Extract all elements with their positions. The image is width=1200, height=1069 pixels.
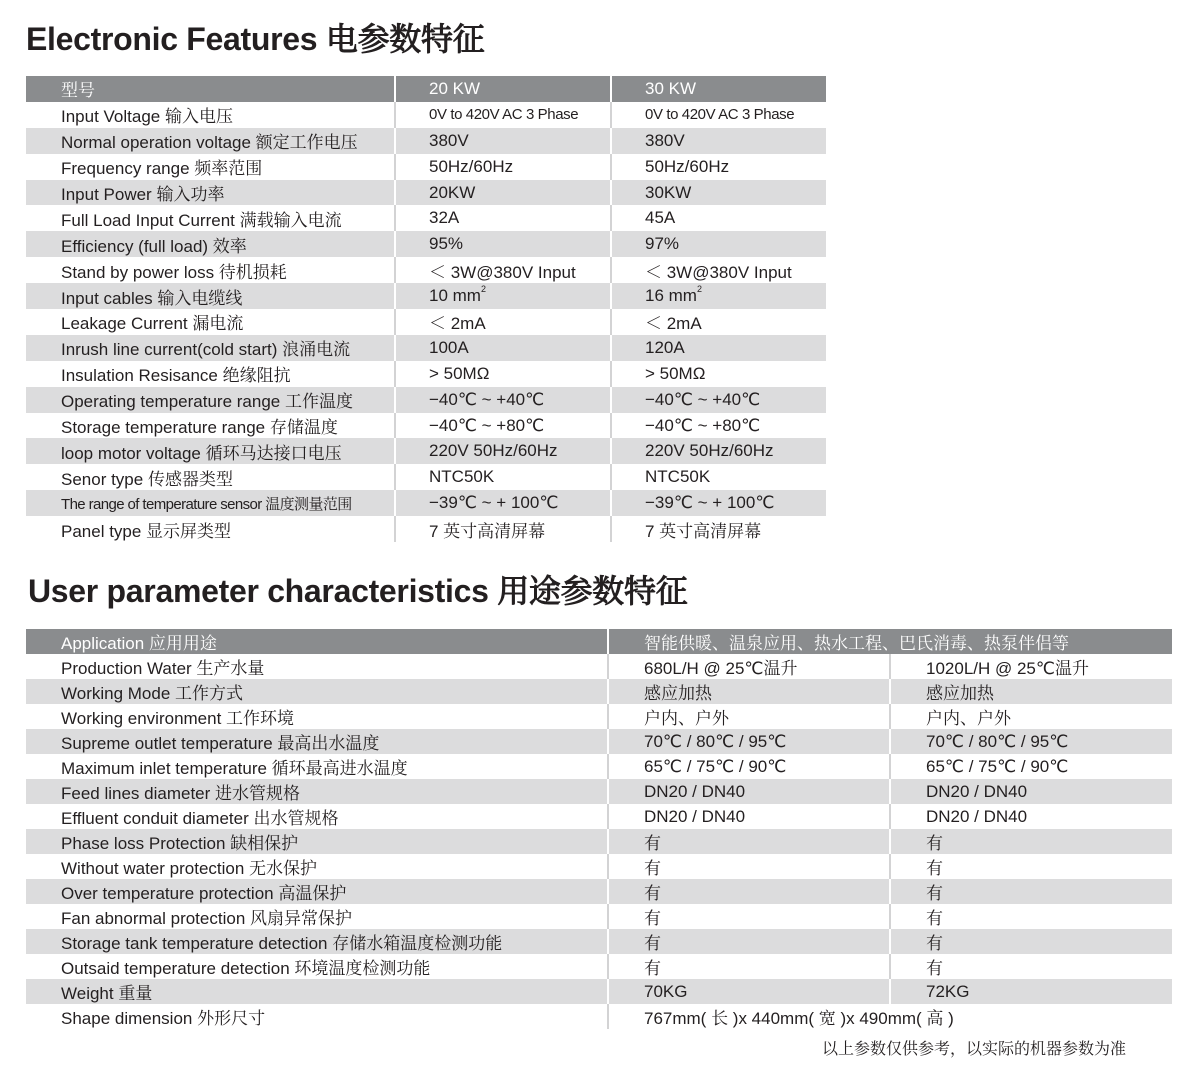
parameter-value-text: 100A — [429, 337, 469, 357]
table-row — [26, 516, 826, 542]
table-row — [26, 490, 826, 516]
parameter-value — [608, 854, 890, 879]
parameter-label-text: Input Voltage 输入电压 — [61, 107, 233, 127]
parameter-label — [26, 464, 395, 490]
parameter-label — [26, 516, 395, 542]
parameter-label-text: Working environment 工作环境 — [61, 709, 295, 728]
table-row — [26, 979, 1172, 1004]
parameter-label-text: Supreme outlet temperature 最高出水温度 — [61, 734, 380, 753]
parameter-value-text: 有 — [926, 884, 943, 903]
parameter-value — [608, 754, 890, 779]
parameter-label — [26, 283, 395, 309]
table-row — [26, 879, 1172, 904]
parameter-label-text: Input cables 输入电缆线 — [61, 288, 243, 308]
parameter-value — [608, 879, 890, 904]
parameter-value — [395, 361, 611, 387]
parameter-label — [26, 954, 608, 979]
parameter-label — [26, 309, 395, 335]
parameter-value — [395, 335, 611, 361]
parameter-value-text: 767mm( 长 )x 440mm( 宽 )x 490mm( 高 ) — [644, 1009, 954, 1028]
parameter-value-text: ＜ 2mA — [429, 314, 486, 334]
parameter-label-text: Weight 重量 — [61, 984, 153, 1003]
parameter-label — [26, 679, 608, 704]
parameter-value — [395, 464, 611, 490]
table-row — [26, 954, 1172, 979]
user-parameters-table — [26, 629, 1172, 1029]
table-row — [26, 854, 1172, 879]
parameter-label-text: Inrush line current(cold start) 浪涌电流 — [61, 340, 351, 360]
parameter-value-text: 220V 50Hz/60Hz — [429, 441, 558, 461]
parameter-label — [26, 413, 395, 439]
parameter-value — [608, 929, 890, 954]
parameter-value-text: 有 — [644, 909, 661, 928]
parameter-value — [611, 205, 826, 231]
parameter-value-text: 有 — [644, 884, 661, 903]
parameter-value — [611, 180, 826, 206]
parameter-value-text: 65℃ / 75℃ / 90℃ — [644, 756, 787, 776]
parameter-label-text: Outsaid temperature detection 环境温度检测功能 — [61, 959, 431, 978]
parameter-value — [395, 387, 611, 413]
parameter-value-text: 有 — [926, 834, 943, 853]
parameter-value — [608, 779, 890, 804]
parameter-label-text: Operating temperature range 工作温度 — [61, 392, 353, 412]
parameter-value — [611, 516, 826, 542]
table-header-row — [26, 76, 826, 102]
parameter-label — [26, 387, 395, 413]
table-row — [26, 387, 826, 413]
parameter-value — [395, 413, 611, 439]
parameter-label — [26, 154, 395, 180]
parameter-label — [26, 654, 608, 679]
table-row — [26, 679, 1172, 704]
parameter-label — [26, 1004, 608, 1029]
parameter-label-text: Fan abnormal protection 风扇异常保护 — [61, 909, 352, 928]
parameter-value-text: 120A — [645, 337, 685, 357]
parameter-value — [395, 102, 611, 128]
parameter-label-text: Production Water 生产水量 — [61, 659, 265, 678]
parameter-label — [26, 729, 608, 754]
parameter-value-text: DN20 / DN40 — [926, 806, 1028, 826]
parameter-label-text: Normal operation voltage 额定工作电压 — [61, 133, 358, 153]
parameter-label — [26, 361, 395, 387]
parameter-value-text: 97% — [645, 234, 680, 254]
header-cell-text: 30 KW — [645, 78, 697, 98]
parameter-value — [611, 102, 826, 128]
parameter-label-text: Stand by power loss 待机损耗 — [61, 262, 287, 282]
parameter-value — [890, 679, 1172, 704]
parameter-label — [26, 128, 395, 154]
parameter-value-text: −40℃ ~ +40℃ — [645, 389, 761, 409]
header-cell-text: 型号 — [61, 81, 95, 101]
parameter-label — [26, 854, 608, 879]
parameter-value-text: −39℃ ~ + 100℃ — [429, 493, 559, 513]
table-row — [26, 180, 826, 206]
parameter-value-text: −40℃ ~ +80℃ — [429, 415, 545, 435]
parameter-value-text: 有 — [926, 934, 943, 953]
table-row — [26, 102, 826, 128]
parameter-label — [26, 180, 395, 206]
parameter-value — [395, 231, 611, 257]
table-row — [26, 335, 826, 361]
parameter-value — [395, 257, 611, 283]
parameter-value — [608, 954, 890, 979]
table-row — [26, 904, 1172, 929]
parameter-value — [890, 729, 1172, 754]
parameter-label — [26, 205, 395, 231]
parameter-label-text: Senor type 传感器类型 — [61, 469, 233, 489]
table-row — [26, 413, 826, 439]
parameter-label — [26, 335, 395, 361]
parameter-value-text: NTC50K — [429, 467, 495, 487]
parameter-value — [611, 309, 826, 335]
parameter-label — [26, 438, 395, 464]
parameter-value — [611, 335, 826, 361]
parameter-value — [611, 283, 826, 309]
table-row — [26, 1004, 1172, 1029]
parameter-value-text: 户内、户外 — [926, 709, 1011, 728]
parameter-value-text: 有 — [926, 959, 943, 978]
parameter-value — [395, 309, 611, 335]
table-row — [26, 257, 826, 283]
parameter-value — [395, 283, 611, 309]
parameter-value-text: 30KW — [645, 182, 692, 202]
parameter-value — [395, 180, 611, 206]
table-row — [26, 654, 1172, 679]
parameter-value — [608, 729, 890, 754]
parameter-value — [611, 128, 826, 154]
parameter-value-text: 7 英寸高清屏幕 — [645, 521, 762, 541]
header-cell-text: 20 KW — [429, 78, 481, 98]
parameter-value-text: 7 英寸高清屏幕 — [429, 521, 546, 541]
parameter-label-text: Storage tank temperature detection 存储水箱温度检测功能 — [61, 934, 503, 953]
parameter-value-text: −40℃ ~ +40℃ — [429, 389, 545, 409]
parameter-label-text: Working Mode 工作方式 — [61, 684, 244, 703]
parameter-value — [890, 704, 1172, 729]
parameter-value-text: 70℃ / 80℃ / 95℃ — [644, 731, 787, 751]
parameter-label-text: Shape dimension 外形尺寸 — [61, 1009, 266, 1028]
parameter-label-text: Panel type 显示屏类型 — [61, 521, 232, 541]
parameter-value-text: 65℃ / 75℃ / 90℃ — [926, 756, 1069, 776]
parameter-value-text: 32A — [429, 208, 460, 228]
parameter-value — [890, 754, 1172, 779]
parameter-value-text: 有 — [644, 934, 661, 953]
parameter-value-text: DN20 / DN40 — [926, 781, 1028, 801]
parameter-value-text: 1020L/H @ 25℃温升 — [926, 659, 1089, 678]
table-header-row — [26, 629, 1172, 654]
parameter-label — [26, 979, 608, 1004]
parameter-label-text: Feed lines diameter 进水管规格 — [61, 784, 301, 803]
parameter-label-text: loop motor voltage 循环马达接口电压 — [61, 443, 342, 463]
parameter-value-text: 72KG — [926, 981, 970, 1001]
superscript: 2 — [480, 284, 486, 295]
table-row — [26, 309, 826, 335]
parameter-value-text: 有 — [644, 834, 661, 853]
header-cell — [26, 629, 608, 654]
parameter-value-text: 95% — [429, 234, 464, 254]
parameter-label — [26, 257, 395, 283]
table-row — [26, 779, 1172, 804]
parameter-label — [26, 829, 608, 854]
parameter-value-text: 20KW — [429, 182, 476, 202]
parameter-value — [890, 779, 1172, 804]
parameter-value — [395, 128, 611, 154]
parameter-label-text: Efficiency (full load) 效率 — [61, 236, 247, 256]
parameter-value — [608, 704, 890, 729]
parameter-label-text: Leakage Current 漏电流 — [61, 314, 244, 334]
parameter-value — [608, 654, 890, 679]
header-cell — [26, 76, 395, 102]
parameter-label-text: Maximum inlet temperature 循环最高进水温度 — [61, 759, 408, 778]
parameter-value — [608, 679, 890, 704]
parameter-label-text: Over temperature protection 高温保护 — [61, 884, 347, 903]
table-row — [26, 754, 1172, 779]
parameter-value — [611, 464, 826, 490]
table-row — [26, 829, 1172, 854]
parameter-value-text: 有 — [644, 859, 661, 878]
parameter-value-text: 50Hz/60Hz — [429, 156, 514, 176]
parameter-value — [608, 979, 890, 1004]
parameter-value — [611, 154, 826, 180]
table-row — [26, 438, 826, 464]
parameter-value-text: 10 mm — [429, 286, 481, 306]
parameter-label — [26, 754, 608, 779]
parameter-value-text: ＜ 3W@380V Input — [645, 262, 792, 282]
parameter-value — [611, 438, 826, 464]
parameter-value — [608, 1004, 1172, 1029]
parameter-value — [395, 490, 611, 516]
parameter-value-text: ＜ 2mA — [645, 314, 702, 334]
parameter-value-text: DN20 / DN40 — [644, 781, 746, 801]
parameter-value — [395, 205, 611, 231]
parameter-value — [395, 438, 611, 464]
superscript: 2 — [696, 284, 702, 295]
parameter-value-text: > 50MΩ — [429, 363, 490, 383]
parameter-value — [611, 387, 826, 413]
parameter-value-text: 45A — [645, 208, 676, 228]
parameter-label-text: Insulation Resisance 绝缘阻抗 — [61, 366, 291, 386]
parameter-value — [395, 516, 611, 542]
parameter-value — [890, 654, 1172, 679]
parameter-label — [26, 704, 608, 729]
parameter-value-text: 0V to 420V AC 3 Phase — [429, 106, 579, 124]
parameter-label-text: Without water protection 无水保护 — [61, 859, 318, 878]
parameter-value-text: 0V to 420V AC 3 Phase — [645, 106, 795, 124]
parameter-value-text: 50Hz/60Hz — [645, 156, 730, 176]
parameter-value — [890, 879, 1172, 904]
parameter-label — [26, 804, 608, 829]
parameter-value — [890, 854, 1172, 879]
parameter-value-text: 70KG — [644, 981, 688, 1001]
parameter-value-text: 有 — [926, 859, 943, 878]
parameter-value — [611, 257, 826, 283]
table-row — [26, 154, 826, 180]
parameter-value — [611, 413, 826, 439]
header-cell — [611, 76, 826, 102]
parameter-label — [26, 929, 608, 954]
table-row — [26, 361, 826, 387]
table-row — [26, 283, 826, 309]
parameter-value-text: 680L/H @ 25℃温升 — [644, 659, 798, 678]
parameter-value — [611, 361, 826, 387]
table-row — [26, 729, 1172, 754]
parameter-value-text: 感应加热 — [644, 684, 712, 703]
parameter-value-text: 220V 50Hz/60Hz — [645, 441, 774, 461]
table-row — [26, 464, 826, 490]
parameter-value-text: 有 — [926, 909, 943, 928]
table-row — [26, 704, 1172, 729]
parameter-label-text: Phase loss Protection 缺相保护 — [61, 834, 299, 853]
parameter-value — [608, 804, 890, 829]
table-row — [26, 231, 826, 257]
parameter-label — [26, 779, 608, 804]
parameter-value — [890, 979, 1172, 1004]
parameter-value-text: > 50MΩ — [645, 363, 706, 383]
parameter-value-text: 有 — [644, 959, 661, 978]
table-row — [26, 804, 1172, 829]
section-title-electronic-features: Electronic Features 电参数特征 — [26, 21, 485, 57]
parameter-label-text: Storage temperature range 存储温度 — [61, 418, 338, 438]
parameter-value-text: −40℃ ~ +80℃ — [645, 415, 761, 435]
parameter-label — [26, 904, 608, 929]
disclaimer-note: 以上参数仅供参考，以实际的机器参数为准 — [822, 1041, 1127, 1058]
parameter-value — [608, 904, 890, 929]
section-title-user-parameters: User parameter characteristics 用途参数特征 — [28, 573, 688, 609]
parameter-label-text: Input Power 输入功率 — [61, 185, 225, 204]
parameter-label-text: Effluent conduit diameter 出水管规格 — [61, 809, 339, 828]
table-row — [26, 205, 826, 231]
parameter-value-text: ＜ 3W@380V Input — [429, 262, 576, 282]
parameter-value — [608, 829, 890, 854]
parameter-label — [26, 102, 395, 128]
parameter-value-text: 户内、户外 — [644, 709, 729, 728]
parameter-value-text: 380V — [429, 130, 469, 150]
parameter-value — [890, 829, 1172, 854]
parameter-value-text: DN20 / DN40 — [644, 806, 746, 826]
electronic-features-table — [26, 76, 826, 542]
table-row — [26, 929, 1172, 954]
parameter-label — [26, 231, 395, 257]
parameter-value — [611, 490, 826, 516]
header-cell-text: 智能供暖、温泉应用、热水工程、巴氏消毒、热泵伴侣等 — [644, 634, 1069, 653]
parameter-label-text: The range of temperature sensor 温度测量范围 — [61, 495, 352, 513]
parameter-label — [26, 879, 608, 904]
parameter-label — [26, 490, 395, 516]
parameter-value-text: 380V — [645, 130, 685, 150]
parameter-value-text: −39℃ ~ + 100℃ — [645, 493, 775, 513]
parameter-value — [611, 231, 826, 257]
parameter-value — [890, 954, 1172, 979]
parameter-label-text: Frequency range 频率范围 — [61, 159, 263, 179]
parameter-value — [890, 929, 1172, 954]
parameter-value — [395, 154, 611, 180]
parameter-value-text: 感应加热 — [926, 684, 994, 703]
header-cell — [395, 76, 611, 102]
parameter-value — [890, 804, 1172, 829]
header-cell-text: Application 应用用途 — [61, 634, 217, 653]
parameter-value — [890, 904, 1172, 929]
table-row — [26, 128, 826, 154]
parameter-value-text: 16 mm — [645, 286, 697, 306]
parameter-value-text: 70℃ / 80℃ / 95℃ — [926, 731, 1069, 751]
header-cell — [608, 629, 1172, 654]
parameter-value-text: NTC50K — [645, 467, 711, 487]
parameter-label-text: Full Load Input Current 满载输入电流 — [61, 210, 342, 230]
